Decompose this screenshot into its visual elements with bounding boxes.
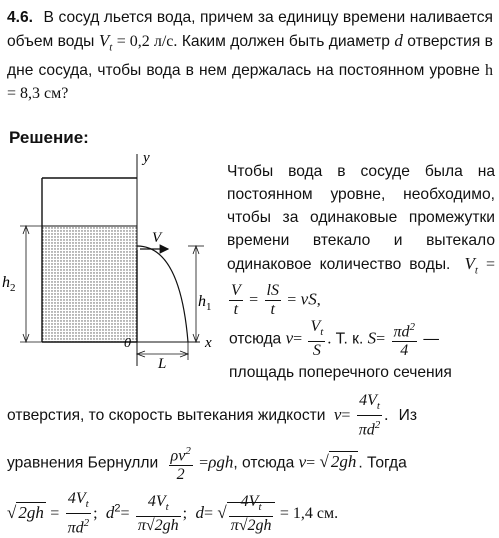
jet-trajectory xyxy=(137,246,188,342)
solution-line-bernoulli: уравнения Бернулли $\frac{\rho v^2}{2}$ =ρgh, отсюда v= √ 2gh . Тогда xyxy=(7,442,407,484)
problem-statement xyxy=(7,6,493,105)
vessel-figure xyxy=(0,146,225,372)
solution-line-final: √ 2gh = $\frac{4V_t}{\pi d^2}$ ; $d^2=$ $\frac{4V_t}{\pi√2gh}$ ; d= √ $\frac{4V_t}{\pi√2gh}$ = 1,4 см. xyxy=(7,490,339,537)
solution-line-area: площадь поперечного сечения xyxy=(229,364,452,381)
d-symbol: d xyxy=(394,31,403,50)
solution-line-otsyuda: отсюда v= $\frac{V_t}{S}$ . Т. к. S= $\frac{\pi d^2}{4}$ — xyxy=(229,318,439,360)
label-L: L xyxy=(158,356,167,372)
problem-text-1: В сосуд льется вода, причем за единицу времени наливается объем воды xyxy=(7,9,493,50)
vt-symbol: $V_t$ xyxy=(98,31,113,54)
solution-paragraph-1: Чтобы вода в сосуде была на постоянном уровне, необходимо, чтобы за одинаковые промежутки времени втекало и вытекало одинаковое количество воды. $V_t$ = $\frac{V}{t}$ = $\frac{lS}{t}$ = vS, xyxy=(227,163,495,319)
vt-value: = 0,2 л/с. xyxy=(116,33,178,50)
water-fill xyxy=(42,226,137,342)
h-value: h = 8,3 см? xyxy=(7,62,493,103)
problem-text-2: Каким должен быть диаметр xyxy=(181,33,390,50)
label-origin: 0 xyxy=(124,336,131,351)
label-V: V xyxy=(152,230,162,246)
solution-line-velocity: отверстия, то скорость вытекания жидкости v= $\frac{4V_t}{\pi d^2}$ . Из xyxy=(7,392,417,439)
label-h1: $h_1$ xyxy=(198,293,212,313)
label-y: y xyxy=(143,150,150,166)
label-h2: $h_2$ xyxy=(2,274,16,294)
solution-title: Решение: xyxy=(9,128,89,147)
problem-text-3: отверстия в дне сосуда, чтобы вода в нем держалась на постоянном уровне xyxy=(7,33,493,80)
problem-number: 4.6. xyxy=(7,9,34,26)
label-x: x xyxy=(205,335,212,351)
